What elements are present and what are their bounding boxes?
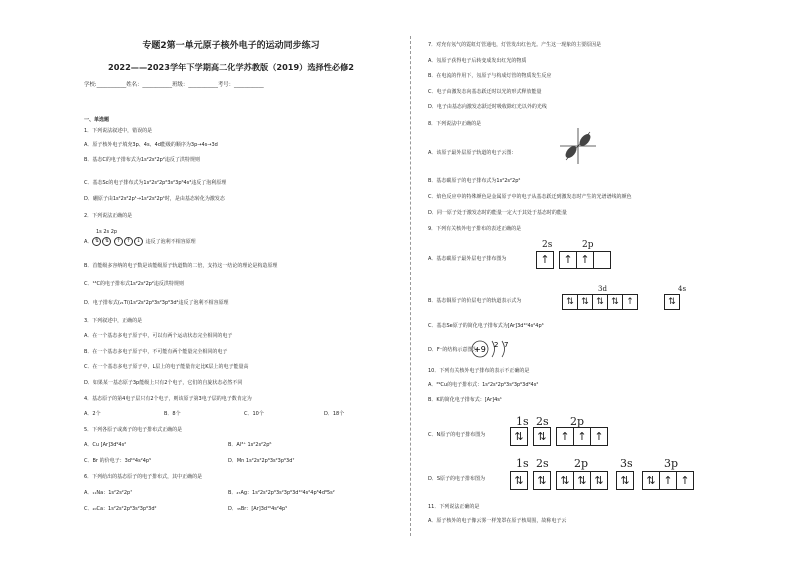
column-divider: [410, 36, 411, 536]
q10-c-orbital-diagram: ⇅ ⇅ ↑ ↑ ↑: [510, 427, 608, 446]
q3-stem: 3．下列叙述中，正确的是: [84, 318, 143, 324]
q2-option-c: C．¹⁴C的电子排布式1s²2s²2p²违反洪特规则: [84, 281, 184, 287]
q9-stem: 9．下列有关核外电子排布的表述正确的是: [428, 226, 522, 232]
q7-option-d: D．电子由基态向激发态跃迁时吸收除红光以外的光线: [428, 104, 547, 110]
q7-option-b: B．在电流的作用下，氖原子与构成灯管的物质发生反应: [428, 73, 552, 79]
orbital-circle: ⇅: [102, 237, 111, 246]
q3-option-d: D．如果某一基态原子3p能级上只有2个电子，它们的自旋状态必然不同: [84, 380, 243, 386]
q9-b-orbital-diagram: ⇅ ⇅ ⇅ ⇅ ↑ ⇅: [562, 294, 680, 310]
orbital-box: [593, 251, 611, 269]
q10-option-a: A．²⁹Cu的电子排布式：1s²2s²2p⁶3s²3p⁶3d⁹4s²: [428, 382, 539, 388]
q3-option-c: C．在一个基态多电子原子中，L层上的电子能量肯定比K层上的电子能量高: [84, 364, 249, 370]
p-orbital-cloud-figure: [556, 126, 600, 166]
orbital-label-3p: 3p: [664, 457, 679, 470]
section-heading: 一、单选题: [84, 117, 110, 123]
orbital-circle: ⇅: [92, 237, 101, 246]
q1-option-a: A．原子核外电子填充3p、4s、4d能级的顺序为3p→4s→3d: [84, 142, 218, 148]
q2-option-a-text: 违反了泡利不相容原理: [145, 239, 196, 245]
q10-option-c: C．N原子的电子排布图为: [428, 432, 486, 438]
page-subtitle: 2022——2023学年下学期高二化学苏教版（2019）选择性必修2: [108, 62, 354, 72]
q3-option-a: A．在一个基态多电子原子中，可以有两个运动状态完全相同的电子: [84, 333, 233, 339]
q6-option-b: B．₄₇Ag：1s²2s²2p⁶3s²3p⁶3d¹⁰4s²4p⁶4d⁹5s²: [228, 490, 335, 496]
q6-stem: 6．下列给出的基态原子的电子排布式，其中正确的是: [84, 474, 203, 480]
q3-option-b: B．在一个基态多电子原子中，不可能有两个能量完全相同的电子: [84, 349, 228, 355]
q8-option-b: B．基态碳原子的电子排布式为1s²2s²2p²: [428, 178, 521, 184]
q11-option-a: A．原子核外的电子像云雾一样笼罩在原子核周围，故称电子云: [428, 518, 567, 524]
q4-stem: 4．基态原子的第4电子层只有2个电子，则该原子第3电子层的电子数肯定为: [84, 396, 252, 402]
q6-option-a: A．₁₁Na：1s²2s²2p⁷: [84, 490, 133, 496]
q5-stem: 5．下列各原子或离子的电子排布式正确的是: [84, 427, 183, 433]
q6-option-d: D．₃₅Br：[Ar]3d¹⁰4s²4p⁵: [228, 506, 288, 512]
orbital-label-1s: 1s: [516, 415, 529, 428]
q10-option-b: B．K的简化电子排布式：[Ar]4s¹: [428, 397, 502, 403]
student-info-line: 学校:___________姓名：___________班级：___________考号：___________: [84, 82, 264, 88]
q1-option-b: B．基态C的电子排布式为1s²2s²2p²违反了洪特规则: [84, 157, 200, 163]
q5-option-c: C．Br 的价电子：3d¹⁰4s²4p⁵: [84, 458, 152, 464]
orbital-label-3d: 3d: [598, 285, 607, 293]
q2-option-a: A． ⇅ ⇅ ↑ ↑ ↓ 违反了泡利不相容原理: [84, 238, 196, 245]
shell-2-count: 7: [504, 341, 509, 349]
q5-option-b: B．Al³⁺ 1s²2s²2p⁶: [228, 442, 272, 448]
q2-stem: 2．下列说法正确的是: [84, 213, 133, 219]
q2-option-d: D．电子排布式(₂₁Ti)1s²2s²2p⁶3s²3p⁶3d⁴违反了泡利不相容原理: [84, 300, 229, 306]
q8-option-c: C．焰色反应中的特殊颜色是金属原子中的电子从基态跃迁到激发态时产生的光谱谱线的颜色: [428, 194, 632, 200]
orbital-label-1s: 1s: [516, 457, 529, 470]
q1-option-d: D．硼原子由1s²2s²2p¹→1s²2s²2p¹时，是由基态转化为激发态: [84, 196, 225, 202]
orbital-label-4s: 4s: [678, 285, 687, 293]
orbital-label-2s: 2s: [536, 457, 549, 470]
q8-option-a: A．该原子最外层原子轨道的电子云图：: [428, 150, 517, 156]
q4-option-a: A．2个: [84, 411, 101, 417]
q9-option-d: D．F⁻的结构示意图为: [428, 347, 478, 353]
q1-option-c: C．基态Sc的电子排布式为1s²2s²2p⁶3s²3p⁶4s³违反了泡利原理: [84, 180, 227, 186]
q11-stem: 11．下列说法正确的是: [428, 504, 480, 510]
q7-option-a: A．氖原子获得电子后转变成发出红光的物质: [428, 58, 527, 64]
orbital-label-2p: 2p: [574, 457, 589, 470]
q10-option-d: D．S原子的电子排布图为: [428, 476, 486, 482]
q8-option-d: D．同一原子处于激发态时的能量一定大于其处于基态时的能量: [428, 210, 567, 216]
orbital-circle: ↑: [114, 237, 123, 246]
q9-a-orbital-diagram: [536, 251, 611, 269]
orbital-box: ↑: [559, 251, 576, 269]
q9-option-b: B．基态铜原子的价层电子的轨道表示式为: [428, 298, 522, 304]
orbital-label-2p: 2p: [570, 415, 585, 428]
orbital-label-2s: 2s: [542, 240, 553, 250]
orbital-box: ↑: [576, 251, 593, 269]
orbital-label-3s: 3s: [620, 457, 633, 470]
nucleus-charge: +9: [474, 345, 486, 354]
q5-option-a: A．Cu [Ar]3d⁹4s²: [84, 442, 127, 448]
q8-stem: 8．下列说法中正确的是: [428, 121, 482, 127]
orbital-circle: ↓: [134, 237, 143, 246]
q7-option-c: C．电子由激发态向基态跃迁时以光的形式释放能量: [428, 89, 542, 95]
q1-stem: 1．下列说法叙述中，错误的是: [84, 128, 153, 134]
q10-d-orbital-diagram: ⇅ ⇅ ⇅ ⇅ ⇅ ⇅ ⇅ ↑ ↑: [510, 471, 694, 490]
orbital-label-2p: 2p: [582, 240, 594, 250]
q9-option-a: A．基态碳原子最外层电子排布图为: [428, 256, 507, 262]
q6-option-c: C．₂₀Ca：1s²2s²2p⁶3s²3p⁶3d²: [84, 506, 157, 512]
orbital-box: ↑: [536, 251, 554, 269]
q7-stem: 7．对充有氖气的霓虹灯管通电，灯管发出红色光。产生这一现象的主要原因是: [428, 42, 602, 48]
q4-option-b: B．8个: [164, 411, 181, 417]
q9-option-c: C．基态Se原子的简化电子排布式为[Ar]3d¹⁰4s²4p⁴: [428, 323, 544, 329]
q4-option-c: C．10个: [244, 411, 264, 417]
fluoride-ion-structure-diagram: [470, 338, 516, 360]
q10-stem: 10．下列有关核外电子排布的表示不正确的是: [428, 368, 530, 374]
orbital-circle: ↑: [124, 237, 133, 246]
q4-option-d: D．18个: [324, 411, 345, 417]
q5-option-d: D．Mn 1s²2s²2p⁶3s²3p⁶3d⁷: [228, 458, 295, 464]
shell-1-count: 2: [494, 341, 499, 349]
q2-orbital-labels: 1s 2s 2p: [96, 229, 118, 235]
page-title: 专题2第一单元原子核外电子的运动同步练习: [142, 41, 320, 51]
q2-option-b: B．首能级多容纳的电子数是该能级原子轨道数的二倍，支持这一结论的理论是构造原理: [84, 263, 278, 269]
orbital-label-2s: 2s: [536, 415, 549, 428]
